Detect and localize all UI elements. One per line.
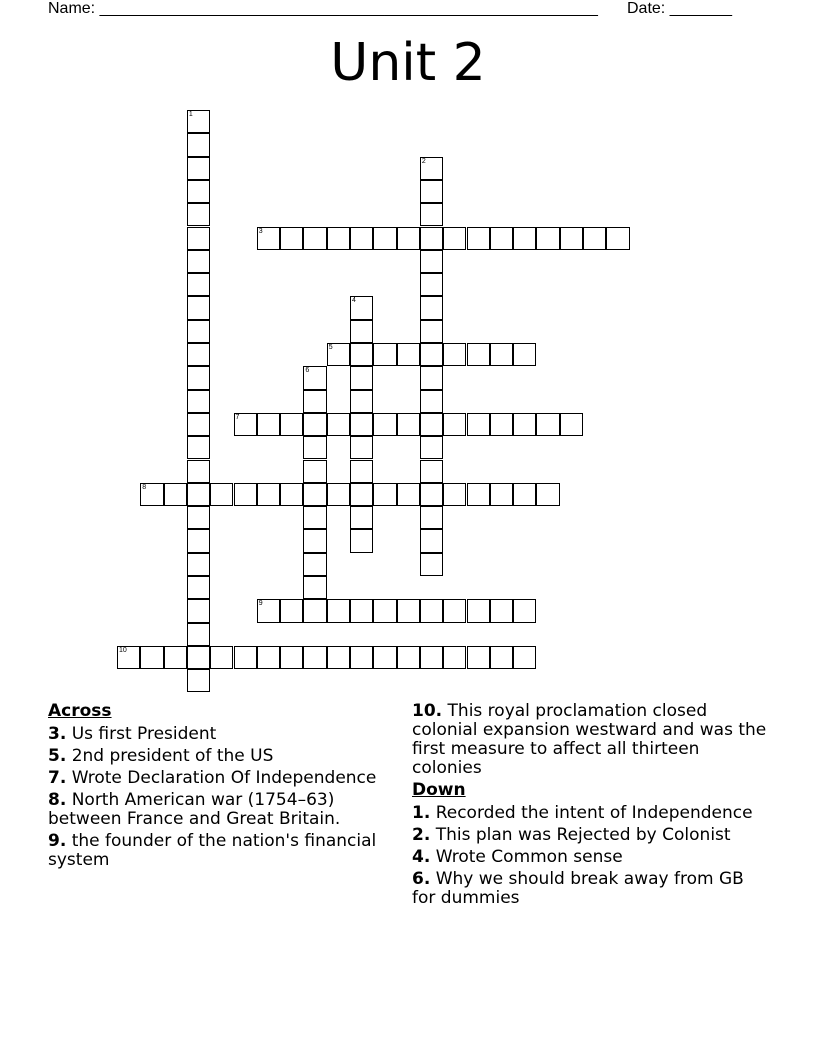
clue-number: 6. [412, 869, 431, 889]
clues-right-column [412, 702, 772, 911]
grid-cell[interactable] [187, 599, 210, 622]
grid-clue-number: 10 [119, 646, 127, 654]
grid-cell[interactable] [490, 343, 513, 366]
grid-cell[interactable] [513, 413, 536, 436]
clue-number: 2. [412, 825, 431, 845]
grid-cell[interactable] [420, 483, 443, 506]
date-field-label[interactable]: Date: _______ [627, 0, 732, 17]
across-clue [48, 747, 393, 766]
grid-cell[interactable] [187, 320, 210, 343]
grid-cell[interactable] [397, 646, 420, 669]
clue-number: 4. [412, 847, 431, 867]
grid-cell[interactable] [490, 483, 513, 506]
grid-clue-number: 6 [305, 367, 310, 375]
grid-cell[interactable] [164, 646, 187, 669]
grid-cell[interactable] [187, 203, 210, 226]
grid-cell[interactable] [397, 483, 420, 506]
grid-cell[interactable] [397, 227, 420, 250]
grid-cell[interactable] [606, 227, 629, 250]
grid-cell[interactable] [187, 529, 210, 552]
grid-cell[interactable] [327, 599, 350, 622]
grid-cell[interactable] [280, 227, 303, 250]
clue-number: 7. [48, 768, 67, 788]
grid-cell[interactable] [350, 413, 373, 436]
grid-cell[interactable] [327, 413, 350, 436]
clue-text: Wrote Common sense [435, 847, 623, 867]
down-clue [412, 804, 772, 823]
grid-cell[interactable] [303, 436, 326, 459]
grid-cell[interactable] [373, 343, 396, 366]
down-clue [412, 848, 772, 867]
grid-cell[interactable] [560, 227, 583, 250]
grid-cell[interactable] [373, 599, 396, 622]
grid-cell[interactable] [350, 320, 373, 343]
grid-cell[interactable] [350, 436, 373, 459]
grid-cell[interactable] [280, 413, 303, 436]
name-field-label[interactable]: Name: ________________________________________________________ [48, 0, 598, 17]
grid-cell[interactable] [303, 483, 326, 506]
grid-cell[interactable] [420, 343, 443, 366]
grid-cell[interactable] [187, 669, 210, 692]
clue-number: 5. [48, 746, 67, 766]
grid-cell[interactable] [187, 227, 210, 250]
across-clue [412, 702, 772, 778]
grid-cell[interactable] [280, 483, 303, 506]
grid-cell[interactable] [234, 646, 257, 669]
grid-cell[interactable] [303, 227, 326, 250]
grid-cell[interactable] [187, 250, 210, 273]
grid-clue-number: 8 [142, 483, 147, 491]
grid-cell[interactable] [210, 646, 233, 669]
grid-cell[interactable] [187, 436, 210, 459]
grid-cell[interactable] [420, 320, 443, 343]
grid-cell[interactable] [467, 227, 490, 250]
grid-cell[interactable] [140, 646, 163, 669]
down-heading: Down [412, 780, 466, 800]
grid-cell[interactable] [443, 343, 466, 366]
grid-cell[interactable] [187, 133, 210, 156]
grid-clue-number: 3 [258, 227, 263, 235]
grid-cell[interactable] [490, 646, 513, 669]
clue-text: 2nd president of the US [71, 746, 274, 766]
grid-cell[interactable] [187, 623, 210, 646]
grid-cell[interactable] [187, 460, 210, 483]
grid-cell[interactable] [467, 599, 490, 622]
across-heading: Across [48, 701, 112, 721]
page-title: Unit 2 [330, 33, 486, 93]
grid-clue-number: 9 [258, 600, 263, 608]
grid-cell[interactable] [327, 483, 350, 506]
down-clue [412, 826, 772, 845]
clue-number: 3. [48, 724, 67, 744]
grid-clue-number: 1 [188, 111, 193, 118]
grid-cell[interactable] [187, 296, 210, 319]
grid-cell[interactable] [420, 413, 443, 436]
grid-cell[interactable] [467, 413, 490, 436]
grid-cell[interactable] [350, 529, 373, 552]
clue-text: Us first President [71, 724, 217, 744]
grid-cell[interactable] [443, 646, 466, 669]
grid-cell[interactable] [420, 366, 443, 389]
clue-number: 10. [412, 701, 443, 721]
grid-cell[interactable] [187, 366, 210, 389]
grid-cell[interactable] [420, 227, 443, 250]
grid-cell[interactable] [280, 599, 303, 622]
grid-cell[interactable] [420, 553, 443, 576]
grid-cell[interactable] [350, 390, 373, 413]
clue-number: 8. [48, 790, 67, 810]
grid-cell[interactable] [420, 460, 443, 483]
grid-cell[interactable] [187, 483, 210, 506]
grid-clue-number: 4 [352, 297, 356, 305]
grid-cell[interactable] [373, 413, 396, 436]
grid-cell[interactable] [187, 506, 210, 529]
clue-number: 9. [48, 831, 67, 851]
grid-cell[interactable] [303, 553, 326, 576]
grid-clue-number: 7 [235, 413, 240, 421]
clue-text: This plan was Rejected by Colonist [435, 825, 731, 845]
grid-cell[interactable] [303, 390, 326, 413]
grid-cell[interactable] [350, 227, 373, 250]
grid-cell[interactable] [397, 413, 420, 436]
grid-cell[interactable] [420, 250, 443, 273]
grid-cell[interactable] [187, 343, 210, 366]
clue-text: Wrote Declaration Of Independence [71, 768, 377, 788]
grid-cell[interactable] [397, 343, 420, 366]
grid-cell[interactable] [187, 553, 210, 576]
clue-text: This royal proclamation closed colonial expansion westward and was the first measure to affect all thirteen colonies [412, 701, 767, 778]
grid-cell[interactable] [303, 529, 326, 552]
grid-cell[interactable] [513, 646, 536, 669]
grid-cell[interactable] [536, 483, 559, 506]
grid-cell[interactable] [187, 576, 210, 599]
grid-cell[interactable] [303, 413, 326, 436]
grid-clue-number: 5 [328, 344, 333, 351]
grid-cell[interactable] [397, 599, 420, 622]
grid-cell[interactable] [490, 413, 513, 436]
grid-cell[interactable] [443, 483, 466, 506]
grid-cell[interactable] [303, 599, 326, 622]
across-clue [48, 725, 393, 744]
grid-cell[interactable] [327, 227, 350, 250]
grid-cell[interactable] [187, 413, 210, 436]
grid-cell[interactable] [257, 646, 280, 669]
grid-clue-number: 2 [421, 157, 426, 165]
grid-cell[interactable] [280, 646, 303, 669]
grid-cell[interactable] [490, 599, 513, 622]
clue-number: 1. [412, 803, 431, 823]
grid-cell[interactable] [513, 343, 536, 366]
down-clue [412, 870, 772, 908]
grid-cell[interactable] [373, 227, 396, 250]
grid-cell[interactable] [583, 227, 606, 250]
grid-cell[interactable] [467, 483, 490, 506]
grid-cell[interactable] [443, 599, 466, 622]
grid-cell[interactable] [420, 390, 443, 413]
grid-cell[interactable] [257, 483, 280, 506]
grid-cell[interactable] [420, 599, 443, 622]
clues-left-column [48, 702, 393, 873]
grid-cell[interactable] [420, 203, 443, 226]
clue-text: North American war (1754–63) between France and Great Britain. [48, 790, 341, 829]
across-clue [48, 769, 393, 788]
grid-cell[interactable] [187, 646, 210, 669]
grid-cell[interactable] [187, 180, 210, 203]
grid-cell[interactable] [303, 576, 326, 599]
grid-cell[interactable] [536, 413, 559, 436]
grid-cell[interactable] [467, 343, 490, 366]
grid-cell[interactable] [420, 646, 443, 669]
grid-cell[interactable] [350, 646, 373, 669]
grid-cell[interactable] [350, 366, 373, 389]
clue-text: Recorded the intent of Independence [435, 803, 753, 823]
grid-cell[interactable] [350, 483, 373, 506]
clue-text: Why we should break away from GB for dummies [412, 869, 744, 908]
grid-cell[interactable] [443, 227, 466, 250]
grid-cell[interactable] [536, 227, 559, 250]
across-clue [48, 791, 393, 829]
grid-cell[interactable] [420, 180, 443, 203]
grid-cell[interactable] [560, 413, 583, 436]
grid-cell[interactable] [350, 506, 373, 529]
grid-cell[interactable] [234, 483, 257, 506]
grid-cell[interactable] [210, 483, 233, 506]
grid-cell[interactable] [420, 529, 443, 552]
grid-cell[interactable] [373, 483, 396, 506]
grid-cell[interactable] [443, 413, 466, 436]
across-clue [48, 832, 393, 870]
grid-cell[interactable] [327, 646, 350, 669]
grid-cell[interactable] [420, 296, 443, 319]
grid-cell[interactable] [257, 413, 280, 436]
grid-cell[interactable] [187, 390, 210, 413]
grid-cell[interactable] [350, 343, 373, 366]
grid-cell[interactable] [350, 460, 373, 483]
grid-cell[interactable] [513, 599, 536, 622]
grid-cell[interactable] [513, 483, 536, 506]
grid-cell[interactable] [373, 646, 396, 669]
grid-cell[interactable] [420, 273, 443, 296]
grid-cell[interactable] [187, 157, 210, 180]
grid-cell[interactable] [420, 436, 443, 459]
grid-cell[interactable] [164, 483, 187, 506]
clue-text: the founder of the nation's financial system [48, 831, 377, 870]
grid-cell[interactable] [303, 506, 326, 529]
grid-cell[interactable] [490, 227, 513, 250]
grid-cell[interactable] [350, 599, 373, 622]
grid-cell[interactable] [303, 646, 326, 669]
grid-cell[interactable] [513, 227, 536, 250]
grid-cell[interactable] [420, 506, 443, 529]
grid-cell[interactable] [187, 273, 210, 296]
grid-cell[interactable] [303, 460, 326, 483]
grid-cell[interactable] [467, 646, 490, 669]
